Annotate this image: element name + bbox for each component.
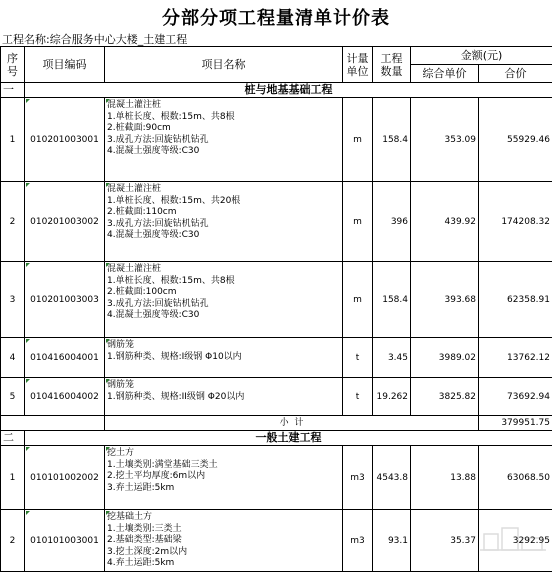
item-name: 钢筋笼 (107, 340, 340, 352)
item-unit: t (343, 338, 373, 378)
item-unit: m3 (343, 510, 373, 572)
item-code: 010201003001 (30, 135, 99, 145)
project-name: 工程名称:综合服务中心大楼_土建工程 (2, 31, 187, 47)
item-name: 混凝土灌注桩 (107, 264, 340, 276)
item-total: 174208.32 (479, 182, 552, 262)
header-unit (343, 47, 373, 83)
item-row (1, 182, 552, 262)
header-name: 项目名称 (105, 47, 343, 83)
item-row (1, 98, 552, 182)
header-unit-price: 综合单价 (411, 65, 479, 83)
item-total: 73692.94 (479, 378, 552, 416)
item-code-cell (25, 98, 105, 182)
item-spec-line: 1.土壤类别:满堂基础三类土 (107, 460, 340, 472)
header-unit-line2: 单位 (345, 65, 370, 78)
comment-marker-icon (106, 447, 110, 451)
item-code: 010101003001 (30, 536, 99, 546)
comment-marker-icon (106, 99, 110, 103)
item-spec-line: 2.桩截面:90cm (107, 123, 340, 135)
section-row (1, 431, 552, 446)
header-qty (373, 47, 411, 83)
item-spec-line: 2.挖土平均厚度:6m以内 (107, 471, 340, 483)
header-total: 合价 (479, 65, 552, 83)
item-spec-line: 2.桩截面:100cm (107, 287, 340, 299)
item-qty: 158.4 (373, 98, 411, 182)
comment-marker-icon (26, 99, 30, 103)
item-name: 挖基础土方 (107, 512, 340, 524)
item-seq: 2 (1, 182, 25, 262)
header-seq-line2: 号 (3, 65, 22, 78)
item-seq: 1 (1, 446, 25, 510)
item-spec-line: 4.弃土运距:5km (107, 558, 340, 570)
item-code-cell (25, 510, 105, 572)
section-name: 桩与地基基础工程 (25, 83, 552, 98)
header-amount: 金额(元) (411, 47, 552, 65)
comment-marker-icon (26, 263, 30, 267)
item-row (1, 378, 552, 416)
item-code-cell (25, 446, 105, 510)
item-spec-line: 4.混凝土强度等级:C30 (107, 310, 340, 322)
item-spec-line: 4.混凝土强度等级:C30 (107, 230, 340, 242)
item-unit: m (343, 98, 373, 182)
item-description (105, 510, 343, 572)
item-qty: 158.4 (373, 262, 411, 338)
item-total: 63068.50 (479, 446, 552, 510)
item-spec-line: 1.土壤类别:三类土 (107, 524, 340, 536)
item-description (105, 182, 343, 262)
item-description (105, 262, 343, 338)
item-row (1, 262, 552, 338)
subtotal-row (1, 416, 552, 431)
item-unit: t (343, 378, 373, 416)
item-code: 010416004001 (30, 353, 99, 363)
item-name: 钢筋笼 (107, 380, 340, 392)
item-unit-price: 13.88 (411, 446, 479, 510)
item-row (1, 446, 552, 510)
section-number: 二 (1, 431, 25, 446)
header-code: 项目编码 (25, 47, 105, 83)
item-spec-line: 3.挖土深度:2m以内 (107, 547, 340, 559)
subtotal-value: 379951.75 (479, 416, 552, 431)
comment-marker-icon (106, 379, 110, 383)
item-unit: m (343, 182, 373, 262)
item-spec-line: 1.单桩长度、根数:15m、共8根 (107, 112, 340, 124)
item-unit-price: 439.92 (411, 182, 479, 262)
item-unit-price: 353.09 (411, 98, 479, 182)
item-unit: m3 (343, 446, 373, 510)
item-name: 挖土方 (107, 448, 340, 460)
item-unit-price: 35.37 (411, 510, 479, 572)
header-unit-line1: 计量 (345, 52, 370, 65)
item-seq: 4 (1, 338, 25, 378)
comment-marker-icon (26, 339, 30, 343)
item-spec-line: 1.钢筋种类、规格:I级钢 Φ10以内 (107, 352, 340, 364)
subtotal-blank (1, 416, 105, 431)
item-spec-line: 1.单桩长度、根数:15m、共20根 (107, 196, 340, 208)
item-spec-line: 1.单桩长度、根数:15m、共8根 (107, 276, 340, 288)
comment-marker-icon (26, 511, 30, 515)
item-code: 010101002002 (30, 473, 99, 483)
item-total: 13762.12 (479, 338, 552, 378)
comment-marker-icon (106, 339, 110, 343)
section-number: 一 (1, 83, 25, 98)
item-spec-line: 3.成孔方法:回旋钻机钻孔 (107, 135, 340, 147)
item-total: 3292.95 (479, 510, 552, 572)
comment-marker-icon (26, 183, 30, 187)
item-code: 010201003003 (30, 295, 99, 305)
section-row (1, 83, 552, 98)
building-watermark-icon (478, 526, 548, 552)
item-row (1, 338, 552, 378)
item-description (105, 378, 343, 416)
item-code-cell (25, 262, 105, 338)
header-seq-line1: 序 (3, 52, 22, 65)
item-unit-price: 3989.02 (411, 338, 479, 378)
item-spec-line: 3.成孔方法:回旋钻机钻孔 (107, 219, 340, 231)
comment-marker-icon (26, 379, 30, 383)
comment-marker-icon (106, 263, 110, 267)
item-code-cell (25, 182, 105, 262)
item-unit-price: 3825.82 (411, 378, 479, 416)
bill-table (0, 46, 552, 572)
item-code-cell (25, 338, 105, 378)
item-code: 010201003002 (30, 217, 99, 227)
item-description (105, 446, 343, 510)
item-name: 混凝土灌注桩 (107, 184, 340, 196)
item-row (1, 510, 552, 572)
page-title: 分部分项工程量清单计价表 (0, 4, 552, 30)
item-spec-line: 2.桩截面:110cm (107, 207, 340, 219)
item-qty: 19.262 (373, 378, 411, 416)
item-name: 混凝土灌注桩 (107, 100, 340, 112)
item-spec-line: 4.混凝土强度等级:C30 (107, 146, 340, 158)
item-seq: 3 (1, 262, 25, 338)
item-qty: 4543.8 (373, 446, 411, 510)
item-qty: 3.45 (373, 338, 411, 378)
comment-marker-icon (26, 447, 30, 451)
header-qty-line2: 数量 (375, 65, 408, 78)
item-total: 55929.46 (479, 98, 552, 182)
comment-marker-icon (106, 183, 110, 187)
item-seq: 5 (1, 378, 25, 416)
item-seq: 2 (1, 510, 25, 572)
item-description (105, 98, 343, 182)
item-code: 010416004002 (30, 392, 99, 402)
item-total: 62358.91 (479, 262, 552, 338)
item-unit-price: 393.68 (411, 262, 479, 338)
header-seq (1, 47, 25, 83)
item-description (105, 338, 343, 378)
item-seq: 1 (1, 98, 25, 182)
header-row-1 (1, 47, 552, 65)
item-code-cell (25, 378, 105, 416)
subtotal-label: 小 计 (105, 416, 479, 431)
item-spec-line: 1.钢筋种类、规格:II级钢 Φ20以内 (107, 392, 340, 404)
comment-marker-icon (106, 511, 110, 515)
item-spec-line: 3.成孔方法:回旋钻机钻孔 (107, 299, 340, 311)
item-qty: 93.1 (373, 510, 411, 572)
item-spec-line: 2.基础类型:基础梁 (107, 535, 340, 547)
section-name: 一般土建工程 (25, 431, 552, 446)
item-qty: 396 (373, 182, 411, 262)
item-unit: m (343, 262, 373, 338)
item-spec-line: 3.弃土运距:5km (107, 483, 340, 495)
header-qty-line1: 工程 (375, 52, 408, 65)
